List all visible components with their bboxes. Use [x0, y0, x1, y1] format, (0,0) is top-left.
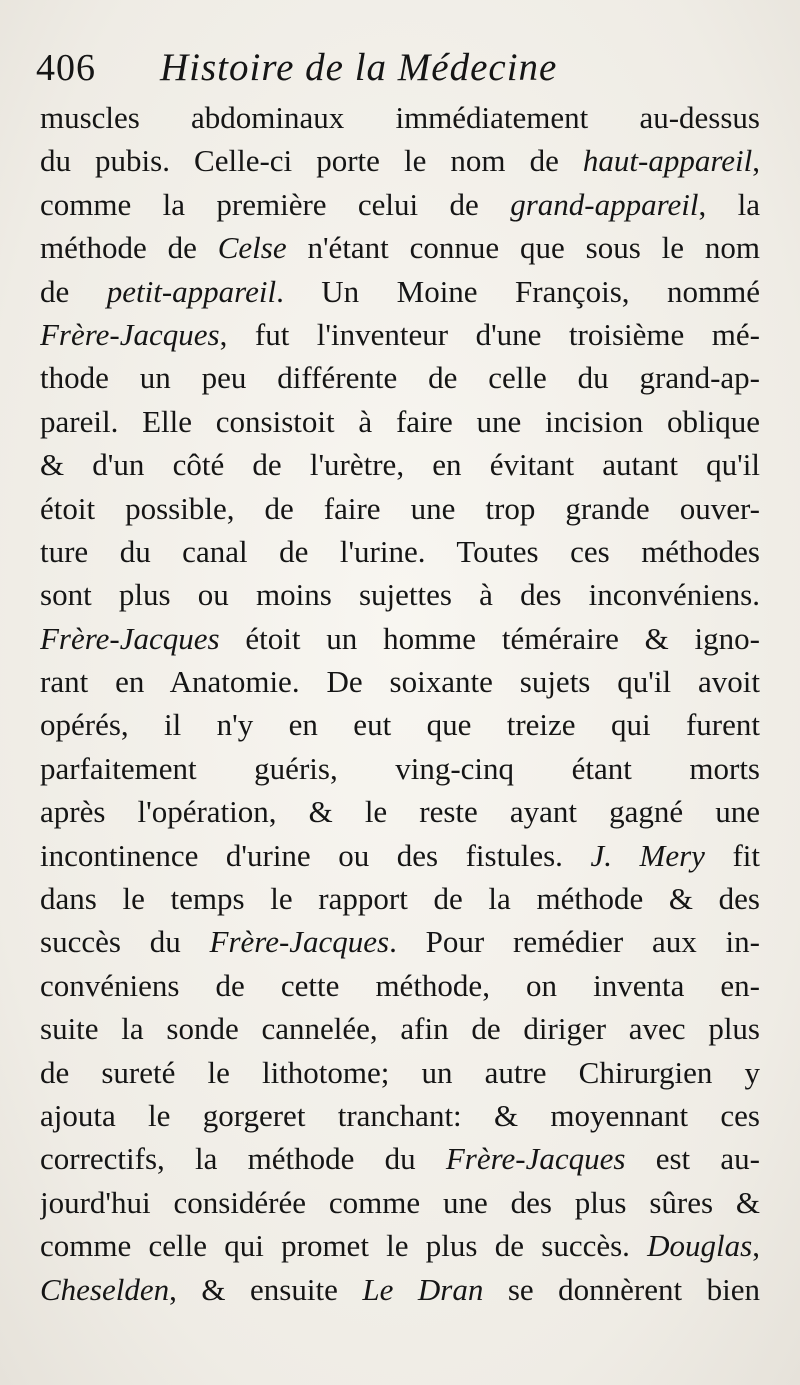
text-segment: , & ensuite: [169, 1271, 363, 1307]
running-title: Histoire de la Médecine: [160, 46, 558, 89]
text-line: [40, 920, 760, 963]
italic-text: Le Dran: [362, 1271, 484, 1307]
italic-text: Frère-Jacques: [40, 316, 220, 352]
text-segment: de: [40, 273, 107, 309]
text-line: [40, 139, 760, 182]
text-segment: rant en Anatomie. De soixante sujets qu'il avoit: [40, 664, 760, 700]
text-line: [40, 834, 760, 877]
text-segment: . Un Moine François, nommé: [276, 273, 760, 309]
text-segment: succès du: [40, 924, 210, 960]
text-line: [40, 573, 760, 616]
text-line: [40, 660, 760, 703]
text-segment: ture du canal de l'urine. Toutes ces méthodes: [40, 533, 760, 569]
text-line: [40, 1137, 760, 1180]
italic-text: Cheselden: [40, 1271, 170, 1307]
text-segment: après l'opération, & le reste ayant gagné une: [40, 794, 760, 830]
text-segment: comme celle qui promet le plus de succès.: [40, 1228, 648, 1264]
italic-text: Celse: [217, 230, 287, 266]
page-number: 406: [36, 47, 96, 89]
text-segment: ajouta le gorgeret tranchant: & moyennant ces: [40, 1097, 760, 1133]
text-segment: ,: [752, 1228, 760, 1264]
text-line: [40, 530, 760, 573]
italic-text: grand-appareil: [510, 186, 699, 222]
text-line: [40, 270, 760, 313]
text-line: [40, 356, 760, 399]
text-segment: comme la première celui de: [40, 186, 511, 222]
text-line: [40, 1268, 760, 1311]
text-line: [40, 703, 760, 746]
text-segment: ,: [752, 143, 760, 179]
text-line: [40, 1094, 760, 1137]
text-segment: pareil. Elle consistoit à faire une incision oblique: [40, 403, 760, 439]
text-line: [40, 313, 760, 356]
italic-text: haut-appareil: [582, 143, 753, 179]
italic-text: Douglas: [647, 1228, 753, 1264]
text-line: [40, 96, 760, 139]
text-segment: opérés, il n'y en eut que treize qui furent: [40, 707, 760, 743]
text-line: [40, 747, 760, 790]
page-header: [36, 38, 776, 98]
text-line: [40, 226, 760, 269]
text-segment: . Pour remédier aux in-: [389, 924, 760, 960]
text-segment: parfaitement guéris, ving-cinq étant morts: [40, 750, 760, 786]
text-line: [40, 1051, 760, 1094]
text-segment: muscles abdominaux immédiatement au-dessus: [40, 100, 760, 135]
italic-text: J. Mery: [590, 837, 705, 873]
text-segment: sont plus ou moins sujettes à des inconvéniens.: [40, 577, 760, 613]
text-segment: méthode de: [40, 230, 218, 266]
text-segment: suite la sonde cannelée, afin de diriger avec plus: [40, 1011, 760, 1047]
text-segment: , fut l'inventeur d'une troisième mé-: [219, 316, 760, 352]
text-segment: du pubis. Celle-ci porte le nom de: [40, 143, 583, 179]
italic-text: petit-appareil: [106, 273, 277, 309]
text-line: [40, 400, 760, 443]
text-line: [40, 617, 760, 660]
text-line: [40, 964, 760, 1007]
text-segment: de sureté le lithotome; un autre Chirurgien y: [40, 1054, 760, 1090]
text-segment: se donnèrent bien: [483, 1271, 760, 1307]
text-line: [40, 443, 760, 486]
text-segment: , la: [698, 186, 760, 222]
text-segment: dans le temps le rapport de la méthode & des: [40, 881, 760, 917]
body-text: [40, 96, 760, 1311]
text-line: [40, 790, 760, 833]
text-segment: correctifs, la méthode du: [40, 1141, 446, 1177]
italic-text: Frère-Jacques: [445, 1141, 626, 1177]
text-line: [40, 487, 760, 530]
text-line: [40, 1181, 760, 1224]
italic-text: Frère-Jacques: [40, 620, 220, 656]
text-line: [40, 1224, 760, 1267]
text-line: [40, 1007, 760, 1050]
text-segment: incontinence d'urine ou des fistules.: [40, 837, 591, 873]
text-segment: est au-: [625, 1141, 760, 1177]
text-segment: & d'un côté de l'urètre, en évitant autant qu'il: [40, 447, 760, 483]
text-segment: fit: [704, 837, 760, 873]
text-line: [40, 877, 760, 920]
text-segment: thode un peu différente de celle du grand-ap-: [40, 360, 760, 396]
text-segment: convéniens de cette méthode, on inventa en-: [40, 967, 760, 1003]
text-segment: étoit possible, de faire une trop grande ouver-: [40, 490, 760, 526]
text-segment: étoit un homme téméraire & igno-: [219, 620, 760, 656]
italic-text: Frère-Jacques: [209, 924, 390, 960]
text-line: [40, 183, 760, 226]
text-segment: n'étant connue que sous le nom: [286, 230, 760, 266]
text-segment: jourd'hui considérée comme une des plus sûres &: [40, 1184, 760, 1220]
